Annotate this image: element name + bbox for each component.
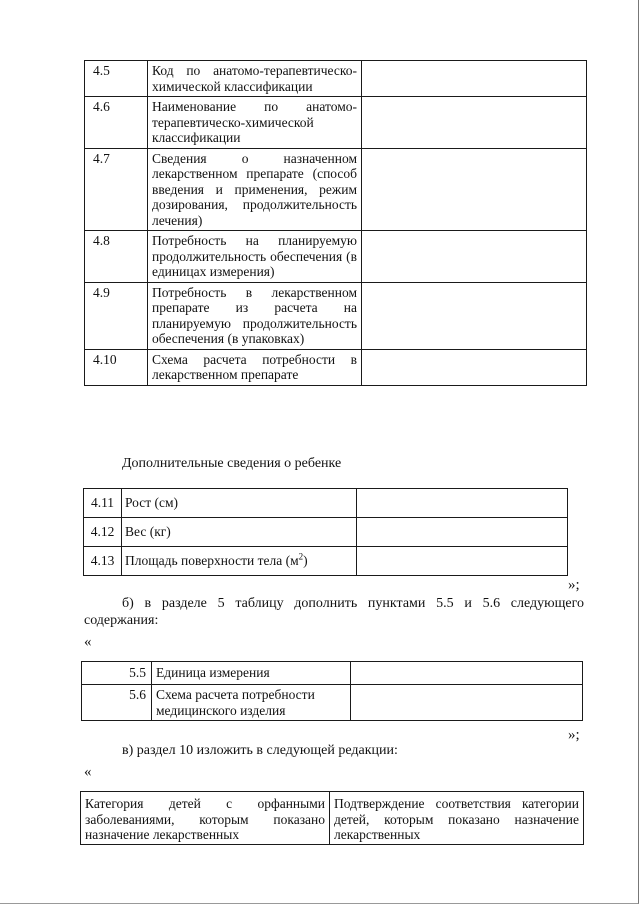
row-value-cell xyxy=(362,282,587,349)
row-number: 5.5 xyxy=(82,662,152,685)
confirmation-header-cell: Подтверждение соответствия категории детей, которым показано назначение лекарственных xyxy=(330,792,584,845)
child-info-table xyxy=(83,488,568,576)
opening-quote: « xyxy=(84,634,92,650)
row-description xyxy=(122,547,357,576)
row-description: Рост (см) xyxy=(122,489,357,518)
row-number: 5.6 xyxy=(82,685,152,721)
opening-quote: « xyxy=(84,764,92,780)
row-description: Сведения о назначенном лекарственном препарате (способ введения и применения, режим дозирования, продолжительность лечения) xyxy=(148,148,362,231)
row-number: 4.7 xyxy=(85,148,148,231)
row-number: 4.6 xyxy=(85,97,148,149)
row-value-cell xyxy=(351,685,583,721)
table-row xyxy=(85,349,587,385)
section-heading: Дополнительные сведения о ребенке xyxy=(122,456,342,471)
table-row xyxy=(85,282,587,349)
row-number: 4.9 xyxy=(85,282,148,349)
row-description: Схема расчета потребности в лекарственном препарате xyxy=(148,349,362,385)
section10-table xyxy=(80,791,584,845)
medication-info-table xyxy=(84,60,587,386)
table-row xyxy=(85,231,587,283)
table-row xyxy=(84,547,568,576)
row-description: Схема расчета потребности медицинского изделия xyxy=(152,685,351,721)
row-value-cell xyxy=(357,489,568,518)
table-row xyxy=(81,792,584,845)
closing-quote: »; xyxy=(568,727,580,743)
row-description: Наименование по анатомо-терапевтическо-химической классификации xyxy=(148,97,362,149)
row-value-cell xyxy=(351,662,583,685)
superscript: 2 xyxy=(298,551,304,562)
table-row xyxy=(85,97,587,149)
row-number: 4.8 xyxy=(85,231,148,283)
table-row xyxy=(84,489,568,518)
closing-quote: »; xyxy=(568,577,580,593)
row-description: Потребность в лекарственном препарате из расчета на планируемую продолжительность обеспечения (в упаковках) xyxy=(148,282,362,349)
section5-table xyxy=(81,661,583,721)
paragraph-v: в) раздел 10 изложить в следующей редакции: xyxy=(122,743,398,758)
row-number: 4.10 xyxy=(85,349,148,385)
row-value-cell xyxy=(362,349,587,385)
row-value-cell xyxy=(362,231,587,283)
row-number: 4.12 xyxy=(84,518,122,547)
row-description-end: ) xyxy=(303,553,308,569)
row-description: Вес (кг) xyxy=(122,518,357,547)
table-row xyxy=(85,61,587,97)
row-number: 4.5 xyxy=(85,61,148,97)
row-description: Потребность на планируемую продолжительность обеспечения (в единицах измерения) xyxy=(148,231,362,283)
row-value-cell xyxy=(357,547,568,576)
paragraph-b: б) в разделе 5 таблицу дополнить пунктами 5.5 и 5.6 следующего содержания: xyxy=(84,596,584,628)
table-row xyxy=(82,685,583,721)
row-description-text: Площадь поверхности тела (м xyxy=(125,553,299,569)
row-description: Единица измерения xyxy=(152,662,351,685)
row-value-cell xyxy=(362,61,587,97)
row-value-cell xyxy=(362,97,587,149)
row-number: 4.13 xyxy=(84,547,122,576)
row-number: 4.11 xyxy=(84,489,122,518)
category-header-cell: Категория детей с орфанными заболеваниями, которым показано назначение лекарственных xyxy=(81,792,330,845)
row-description: Код по анатомо-терапевтическо-химической классификации xyxy=(148,61,362,97)
table-row xyxy=(82,662,583,685)
row-value-cell xyxy=(357,518,568,547)
row-value-cell xyxy=(362,148,587,231)
table-row xyxy=(84,518,568,547)
table-row xyxy=(85,148,587,231)
